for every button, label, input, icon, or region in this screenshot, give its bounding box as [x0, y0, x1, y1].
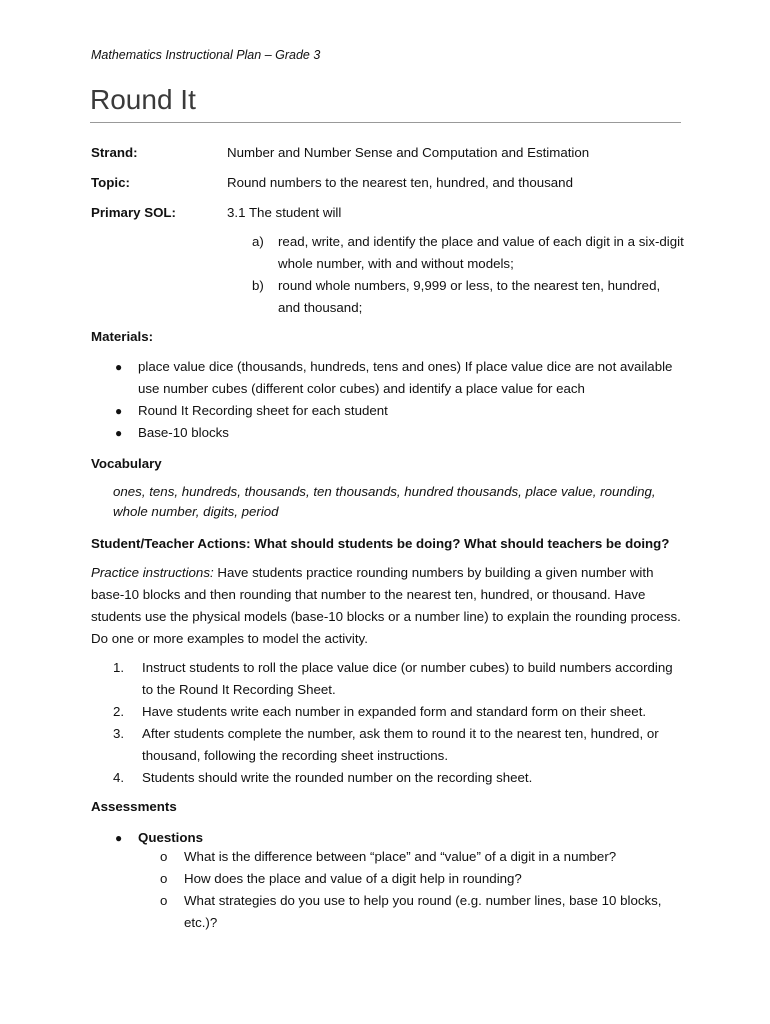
steps-list	[91, 657, 683, 789]
title-divider	[90, 122, 681, 123]
sol-value: 3.1 The student will	[227, 205, 342, 220]
list-item	[113, 400, 683, 422]
step-number: 4.	[113, 770, 125, 785]
step-text: Students should write the rounded number on the recording sheet.	[142, 770, 533, 785]
sol-item-text: round whole numbers, 9,999 or less, to the nearest ten, hundred, and thousand;	[278, 278, 661, 315]
list-item	[91, 723, 683, 767]
list-item	[113, 422, 683, 444]
materials-item-text: Base-10 blocks	[138, 425, 229, 440]
step-number: 1.	[113, 660, 125, 675]
circle-bullet-icon: o	[160, 849, 168, 864]
vocabulary-text: ones, tens, hundreds, thousands, ten thousands, hundred thousands, place value, rounding, whole number, digits, period	[113, 484, 656, 519]
actions-heading: Student/Teacher Actions: What should students be doing? What should teachers be doing?	[91, 536, 670, 551]
question-text: How does the place and value of a digit help in rounding?	[184, 871, 522, 886]
materials-item-text: Round It Recording sheet for each student	[138, 403, 388, 418]
sol-item-text: read, write, and identify the place and value of each digit in a six-digit whole number, with and without models;	[278, 234, 684, 271]
questions-list	[160, 846, 683, 934]
sol-item-mark: a)	[252, 234, 264, 249]
bullet-icon: ●	[115, 831, 123, 845]
assessments-heading: Assessments	[91, 799, 177, 814]
step-text: Instruct students to roll the place value dice (or number cubes) to build numbers according to the Round It Recording Sheet.	[142, 660, 673, 697]
question-text: What is the difference between “place” and “value” of a digit in a number?	[184, 849, 617, 864]
sol-item	[252, 275, 684, 319]
step-number: 3.	[113, 726, 125, 741]
materials-list	[113, 356, 683, 444]
sol-label: Primary SOL:	[91, 205, 176, 220]
practice-intro-text: Have students practice rounding numbers by building a given number with base-10 blocks and then rounding that number to the nearest ten, hundred, or thousand. Have students use the physical models (base-10 blocks or a number line) to explain the rounding process. Do one or more examples to model the activity.	[91, 565, 681, 646]
topic-label: Topic:	[91, 175, 130, 190]
strand-label: Strand:	[91, 145, 138, 160]
practice-paragraph	[91, 562, 683, 650]
sol-item	[252, 231, 684, 275]
step-number: 2.	[113, 704, 125, 719]
list-item	[91, 701, 683, 723]
bullet-icon: ●	[115, 360, 123, 374]
circle-bullet-icon: o	[160, 893, 168, 908]
list-item	[91, 767, 683, 789]
sol-item-mark: b)	[252, 278, 264, 293]
vocabulary-heading: Vocabulary	[91, 456, 162, 471]
page-title: Round It	[90, 84, 196, 115]
list-item	[160, 890, 683, 934]
strand-value: Number and Number Sense and Computation and Estimation	[227, 145, 590, 160]
practice-intro-label: Practice instructions:	[91, 565, 214, 580]
document-header: Mathematics Instructional Plan – Grade 3	[91, 48, 321, 62]
sol-list	[252, 231, 684, 319]
list-item	[160, 846, 683, 868]
bullet-icon: ●	[115, 426, 123, 440]
question-text: What strategies do you use to help you round (e.g. number lines, base 10 blocks, etc.)?	[184, 893, 662, 930]
list-item	[113, 356, 683, 400]
materials-item-text: place value dice (thousands, hundreds, tens and ones) If place value dice are not available use number cubes (different color cubes) and identify a place value for each	[138, 359, 673, 396]
questions-label: Questions	[138, 830, 204, 845]
bullet-icon: ●	[115, 404, 123, 418]
list-item	[160, 868, 683, 890]
list-item	[91, 657, 683, 701]
materials-heading: Materials:	[91, 329, 154, 344]
topic-value: Round numbers to the nearest ten, hundred, and thousand	[227, 175, 573, 190]
step-text: Have students write each number in expanded form and standard form on their sheet.	[142, 704, 647, 719]
step-text: After students complete the number, ask them to round it to the nearest ten, hundred, or thousand, following the recording sheet instructions.	[142, 726, 659, 763]
circle-bullet-icon: o	[160, 871, 168, 886]
